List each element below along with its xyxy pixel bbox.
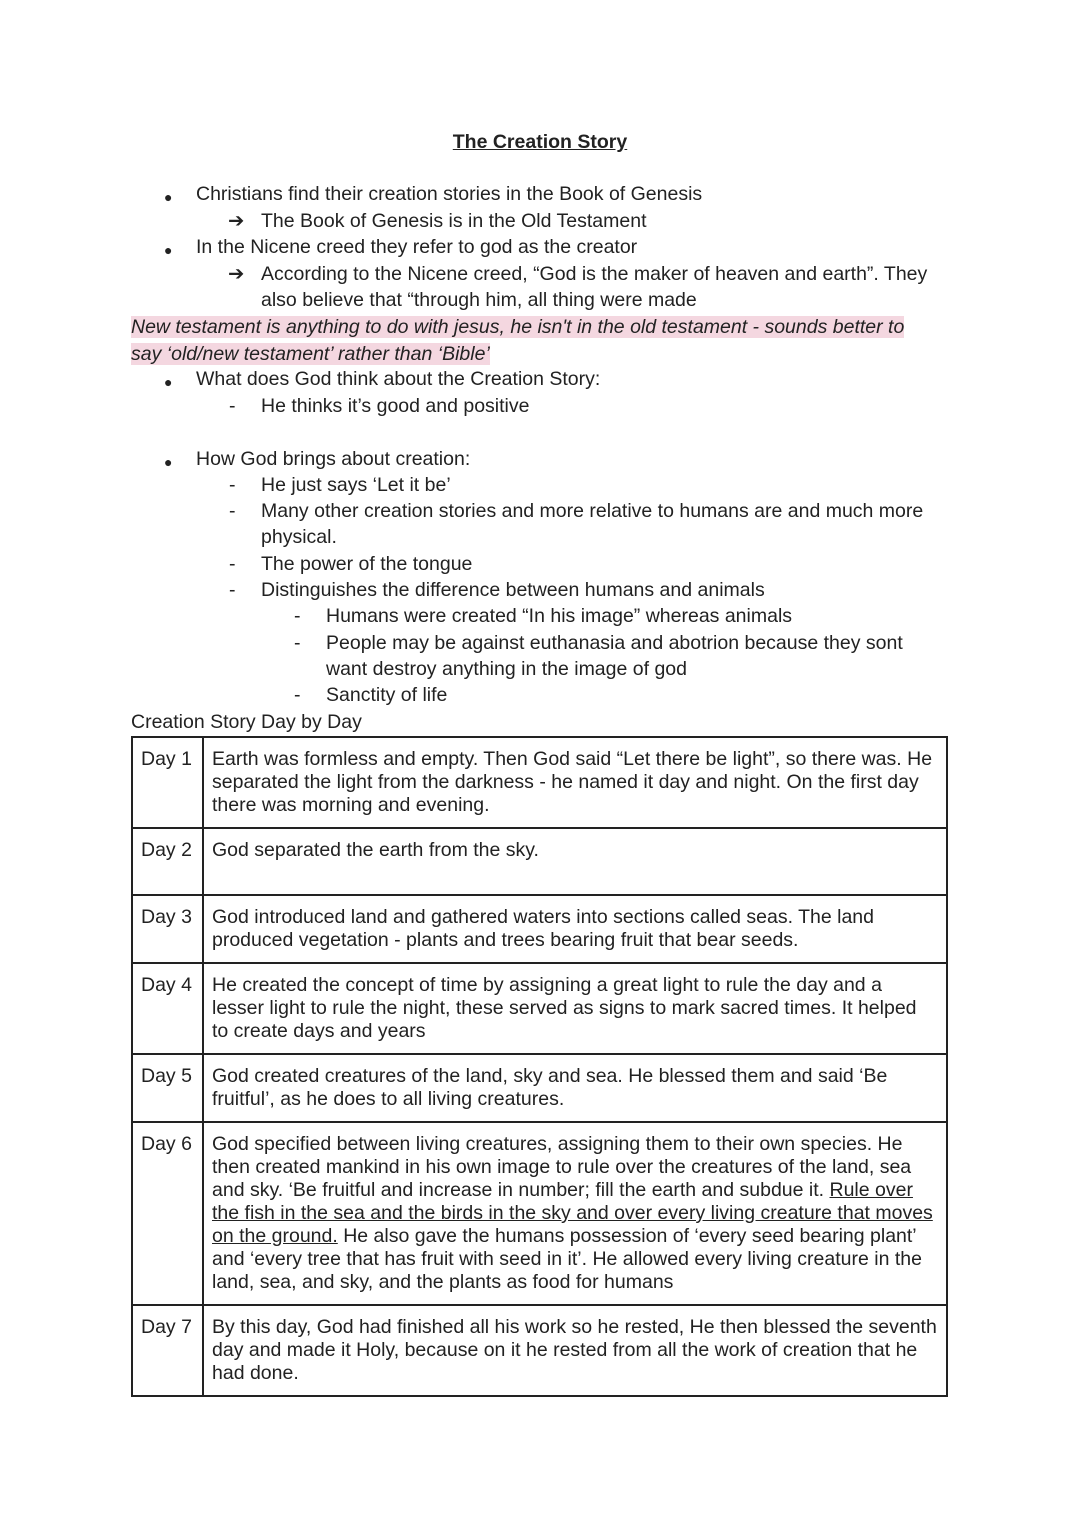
sub-item-text: The power of the tongue	[261, 553, 473, 575]
day-label: Day 2	[132, 828, 203, 895]
dash-icon: -	[229, 579, 236, 601]
sub-bullet-text: The Book of Genesis is in the Old Testament	[261, 210, 647, 232]
sub-item-text: He just says ‘Let it be’	[261, 474, 451, 496]
sub-bullet-text: also believe that “through him, all thing were made	[261, 289, 697, 311]
day-description: God created creatures of the land, sky and sea. He blessed them and said ‘Be fruitful’, as he does to all living creatures.	[203, 1054, 947, 1122]
dash-icon: -	[294, 684, 301, 706]
day-description: By this day, God had finished all his work so he rested, He then blessed the seventh day and made it Holy, because on it he rested from all the work of creation that he had done.	[203, 1305, 947, 1396]
dash-icon: -	[229, 395, 236, 417]
sub-sub-item-text: People may be against euthanasia and abotrion because they sont	[326, 632, 903, 654]
table-row	[132, 1305, 947, 1396]
note-line: say ‘old/new testament’ rather than ‘Bible’	[131, 342, 490, 365]
day-text-part: He also gave the humans possession of ‘every seed bearing plant’ and ‘every tree that has fruit with seed in it’. He allowed every living creature in the land, sea, and sky, and the plants as food for humans	[212, 1225, 922, 1293]
table-row	[132, 1122, 947, 1305]
dash-icon: -	[229, 500, 236, 522]
days-heading: Creation Story Day by Day	[131, 711, 362, 733]
day-label: Day 4	[132, 963, 203, 1054]
bullet-text: How God brings about creation:	[196, 448, 471, 470]
table-row	[132, 895, 947, 963]
bullet-text: In the Nicene creed they refer to god as the creator	[196, 236, 638, 258]
dash-icon: -	[229, 553, 236, 575]
bullet-icon: ●	[164, 189, 173, 205]
table-row	[132, 737, 947, 828]
sub-sub-item-text: want destroy anything in the image of god	[326, 658, 687, 680]
day-description: Earth was formless and empty. Then God said “Let there be light”, so there was. He separated the light from the darkness - he named it day and night. On the first day there was morning and evening.	[203, 737, 947, 828]
sub-item-text: Many other creation stories and more relative to humans are and much more	[261, 500, 924, 522]
bullet-text: Christians find their creation stories in the Book of Genesis	[196, 183, 703, 205]
bullet-icon: ●	[164, 454, 173, 470]
sub-sub-item-text: Sanctity of life	[326, 684, 448, 706]
day-description: God separated the earth from the sky.	[203, 828, 947, 895]
arrow-icon: ➔	[228, 210, 245, 232]
day-label: Day 1	[132, 737, 203, 828]
sub-item-text: physical.	[261, 526, 337, 548]
day-text-part: God specified between living creatures, assigning them to their own species. He then created mankind in his own image to rule over the creatures of the land, sea and sky. ‘Be fruitful and increase in number; fill the earth and subdue it.	[212, 1133, 912, 1201]
note-line: New testament is anything to do with jesus, he isn't in the old testament - sounds better to	[131, 316, 905, 338]
highlighted-note	[131, 314, 904, 367]
dash-icon: -	[229, 474, 236, 496]
bullet-text: What does God think about the Creation Story:	[196, 368, 601, 390]
day-label: Day 3	[132, 895, 203, 963]
page-title: The Creation Story	[452, 131, 628, 153]
table-row	[132, 963, 947, 1054]
bullet-icon: ●	[164, 374, 173, 390]
sub-bullet-text: According to the Nicene creed, “God is the maker of heaven and earth”. They	[261, 263, 928, 285]
dash-icon: -	[294, 632, 301, 654]
day-label: Day 5	[132, 1054, 203, 1122]
sub-item-text: Distinguishes the difference between humans and animals	[261, 579, 765, 601]
underlined-quote: Rule over the fish in the sea and the birds in the sky and over every living creature that moves on the ground.	[212, 1179, 933, 1247]
creation-days-table	[131, 736, 948, 1397]
day-description	[203, 1122, 947, 1305]
day-description: He created the concept of time by assigning a great light to rule the day and a lesser light to rule the night, these served as signs to mark sacred times. It helped to create days and years	[203, 963, 947, 1054]
day-label: Day 7	[132, 1305, 203, 1396]
dash-icon: -	[294, 605, 301, 627]
sub-item-text: He thinks it’s good and positive	[261, 395, 530, 417]
day-label: Day 6	[132, 1122, 203, 1305]
bullet-icon: ●	[164, 242, 173, 258]
arrow-icon: ➔	[228, 263, 245, 285]
day-description: God introduced land and gathered waters into sections called seas. The land produced vegetation - plants and trees bearing fruit that bear seeds.	[203, 895, 947, 963]
sub-sub-item-text: Humans were created “In his image” whereas animals	[326, 605, 793, 627]
table-row	[132, 828, 947, 895]
table-row	[132, 1054, 947, 1122]
